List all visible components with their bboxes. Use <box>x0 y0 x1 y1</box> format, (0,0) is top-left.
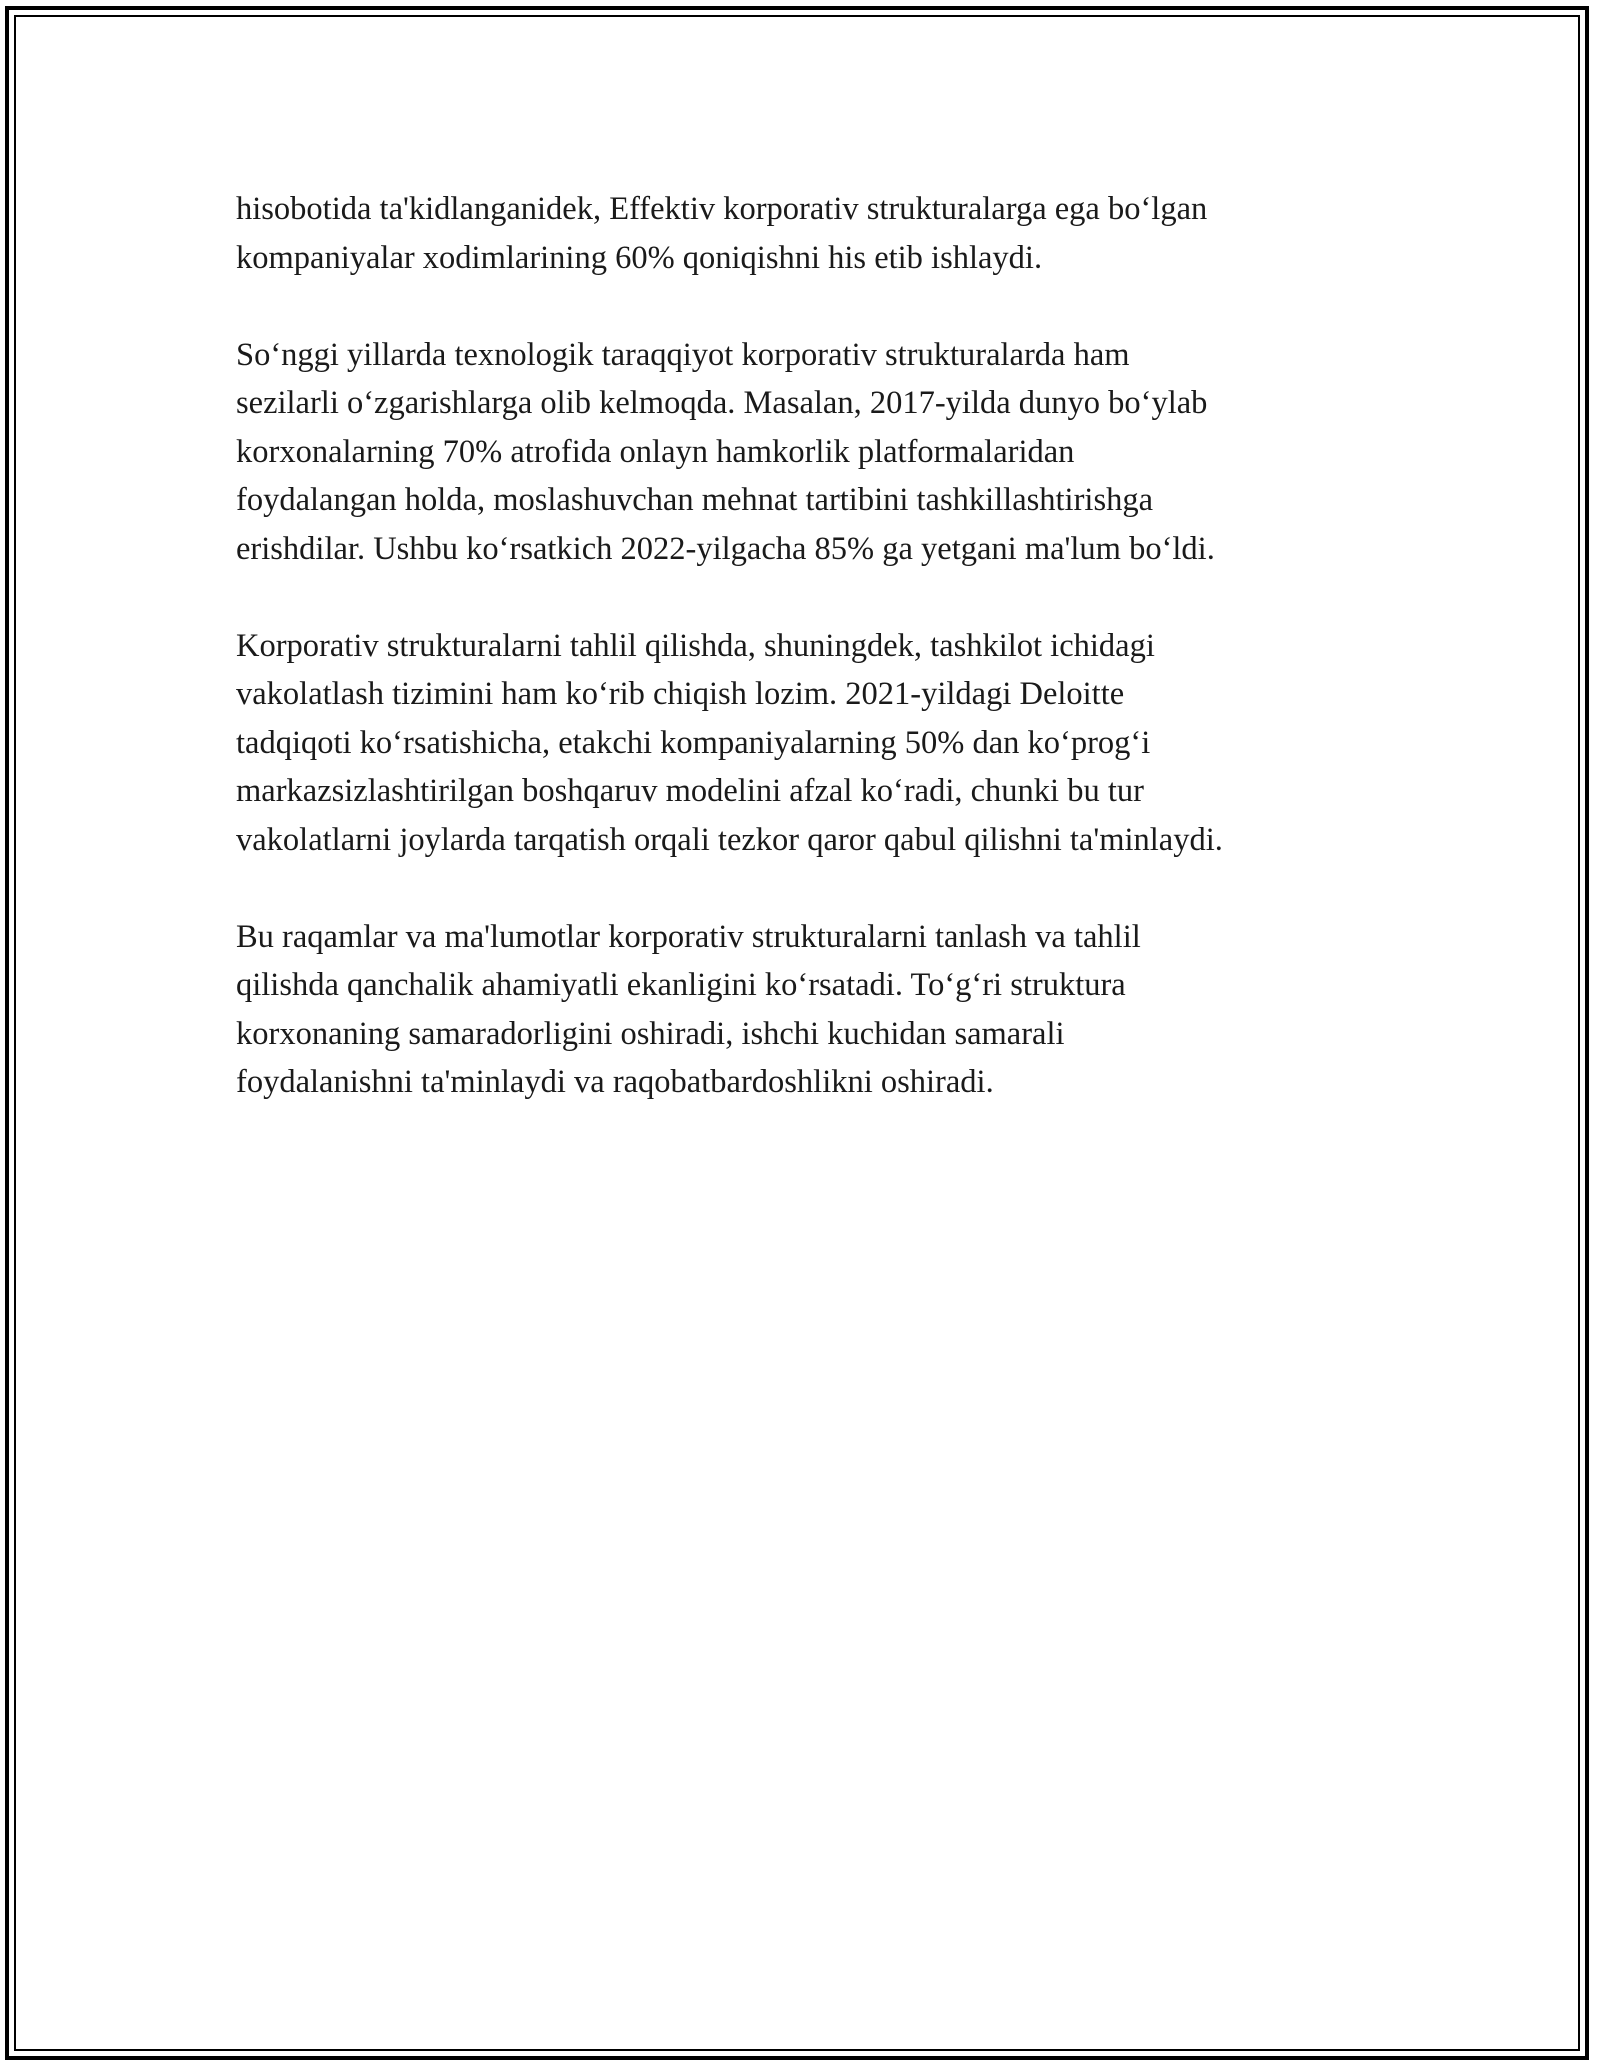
text-line: foydalanishni ta'minlaydi va raqobatbardoshlikni oshiradi. <box>236 1064 994 1100</box>
text-line: erishdilar. Ushbu ko‘rsatkich 2022-yilgacha 85% ga yetgani ma'lum bo‘ldi. <box>236 530 1215 567</box>
text-line: kompaniyalar xodimlarining 60% qoniqishni his etib ishlaydi. <box>236 239 1043 276</box>
text-line: markazsizlashtirilgan boshqaruv modelini afzal ko‘radi, chunki bu tur <box>236 773 1144 809</box>
text-line: So‘nggi yillarda texnologik taraqqiyot korporativ strukturalarda ham <box>236 336 1130 373</box>
paragraph-2 <box>236 331 1396 574</box>
text-line: korxonaning samaradorligini oshiradi, ishchi kuchidan samarali <box>236 1015 1065 1052</box>
text-line: foydalangan holda, moslashuvchan mehnat tartibini tashkillashtirishga <box>236 482 1154 518</box>
paragraph-1 <box>236 185 1396 282</box>
paragraph-3 <box>236 622 1396 865</box>
text-line: vakolatlarni joylarda tarqatish orqali tezkor qaror qabul qilishni ta'minlaydi. <box>236 821 1223 858</box>
text-line: hisobotida ta'kidlanganidek, Effektiv korporativ strukturalarga ega bo‘lgan <box>236 191 1208 227</box>
paragraph-4 <box>236 913 1396 1107</box>
document-body <box>236 185 1396 1155</box>
text-line: Korporativ strukturalarni tahlil qilishda, shuningdek, tashkilot ichidagi <box>236 627 1155 664</box>
text-line: sezilarli o‘zgarishlarga olib kelmoqda. Masalan, 2017-yilda dunyo bo‘ylab <box>236 385 1208 421</box>
text-line: Bu raqamlar va ma'lumotlar korporativ strukturalarni tanlash va tahlil <box>236 918 1141 955</box>
text-line: vakolatlash tizimini ham ko‘rib chiqish lozim. 2021-yildagi Deloitte <box>236 676 1125 712</box>
text-line: korxonalarning 70% atrofida onlayn hamkorlik platformalaridan <box>236 433 1075 470</box>
text-line: qilishda qanchalik ahamiyatli ekanligini ko‘rsatadi. To‘g‘ri struktura <box>236 967 1126 1003</box>
text-line: tadqiqoti ko‘rsatishicha, etakchi kompaniyalarning 50% dan ko‘prog‘i <box>236 724 1151 761</box>
